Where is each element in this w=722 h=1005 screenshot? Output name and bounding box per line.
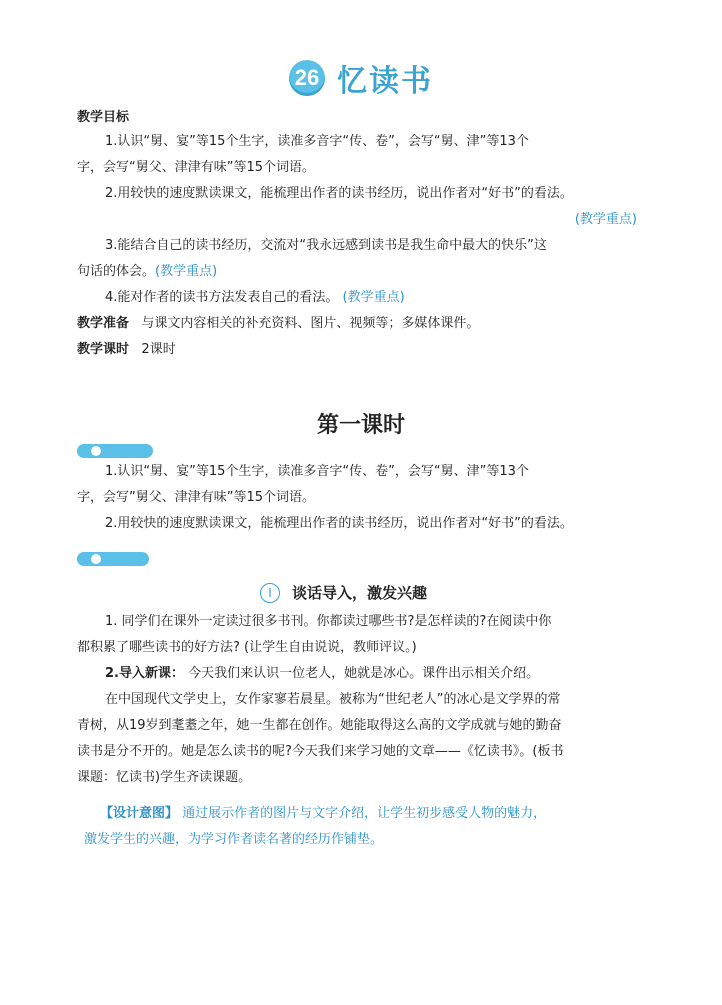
design-intent-line-1 — [100, 804, 660, 824]
goals-heading: 教学目标 — [77, 110, 130, 125]
design-intent-text-1: 通过展示作者的图片与文字介绍，让学生初步感受人物的魅力， — [182, 806, 547, 821]
goal-3-focus-tag: (教学重点) — [155, 264, 218, 279]
part-1-heading — [260, 582, 427, 604]
section-goal-1-line-2: 字，会写”舅父、津津有味”等15个词语。 — [77, 490, 316, 505]
part-1-number-badge: Ⅰ — [260, 583, 280, 603]
goal-3-line-1: 3.能结合自己的读书经历，交流对“我永远感到读书是我生命中最大的快乐”这 — [105, 238, 547, 253]
goal-1-line-2: 字，会写“舅父、津津有味”等15个词语。 — [77, 160, 316, 175]
goal-4-focus-tag: (教学重点) — [342, 290, 405, 305]
goal-4 — [105, 288, 637, 308]
hours-text: 2课时 — [141, 342, 176, 357]
part-1-p3-line-2: 青树，从19岁到耄耋之年，她一生都在创作。她能取得这么高的文学成就与她的勤奋 — [77, 718, 562, 733]
part-1-p2-label: 2.导入新课： — [105, 666, 184, 681]
goal-2-focus-tag: (教学重点) — [574, 212, 637, 227]
goal-1-line-1: 1.认识“舅、宴”等15个生字，读准多音字“传、卷”，会写“舅、津”等13个 — [105, 134, 529, 149]
section-goal-2: 2.用较快的速度默读课文，能梳理出作者的读书经历，说出作者对“好书”的看法。 — [105, 516, 573, 531]
prep-row — [77, 314, 637, 334]
process-tag-graphic — [77, 552, 149, 566]
part-1-p3-line-4: 课题：忆读书)学生齐读课题。 — [77, 770, 252, 785]
design-intent-label: 【设计意图】 — [100, 806, 179, 821]
lesson-number-badge: 26 — [289, 60, 325, 96]
part-1-p2-text: 今天我们来认识一位老人，她就是冰心。课件出示相关介绍。 — [188, 666, 540, 681]
goal-4-text: 4.能对作者的读书方法发表自己的看法。 — [105, 290, 339, 305]
part-1-p2 — [105, 664, 637, 684]
section-goal-1-line-1: 1.认识“舅、宴”等15个生字，读准多音字“传、卷”，会写“舅、津”等13个 — [105, 464, 529, 479]
hours-heading: 教学课时 — [77, 342, 130, 357]
goal-2-line-1: 2.用较快的速度默读课文，能梳理出作者的读书经历，说出作者对“好书”的看法。 — [105, 186, 573, 201]
part-1-p1-line-2: 都积累了哪些读书的好方法? (让学生自由说说，教师评议。) — [77, 640, 417, 655]
design-intent-line-2: 激发学生的兴趣，为学习作者读名著的经历作铺垫。 — [84, 832, 384, 847]
prep-heading: 教学准备 — [77, 316, 130, 331]
hours-row — [77, 340, 637, 360]
section-title: 第一课时 — [316, 412, 405, 438]
goal-3-text: 句话的体会。 — [77, 264, 156, 279]
part-1-title: 谈话导入，激发兴趣 — [292, 584, 428, 602]
lesson-header — [0, 56, 722, 100]
prep-text: 与课文内容相关的补充资料、图片、视频等；多媒体课件。 — [141, 316, 480, 331]
lesson-title: 忆读书 — [337, 64, 433, 99]
part-1-p1-line-1: 1. 同学们在课外一定读过很多书刊。你都读过哪些书?是怎样读的?在阅读中你 — [105, 614, 552, 629]
part-1-p3-line-1: 在中国现代文学史上，女作家寥若晨星。被称为“世纪老人”的冰心是文学界的常 — [105, 692, 561, 707]
part-1-p3-line-3: 读书是分不开的。她是怎么读书的呢?今天我们来学习她的文章——《忆读书》。(板书 — [77, 744, 564, 759]
goals-tag-graphic — [77, 444, 153, 458]
goal-3-line-2 — [77, 262, 637, 282]
